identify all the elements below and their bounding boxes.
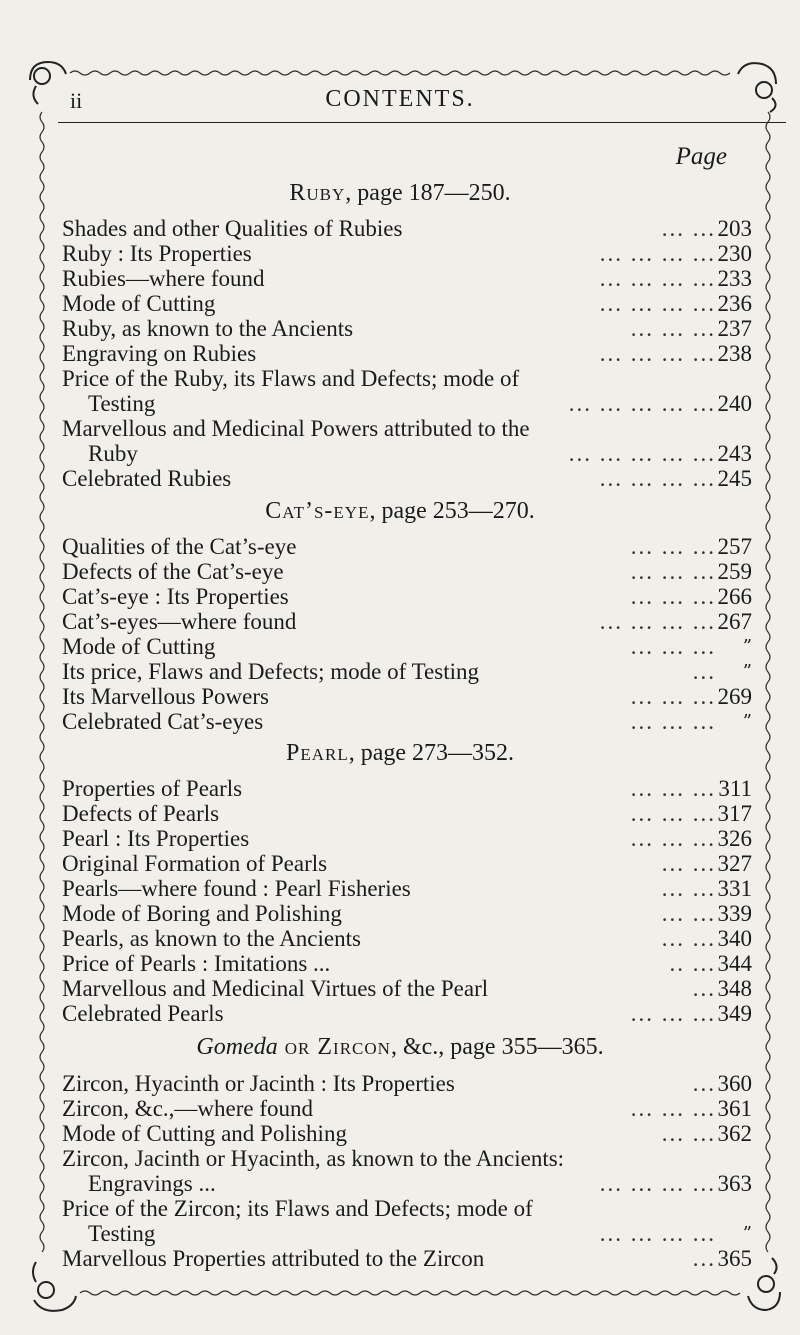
entry-page-number: 344 (717, 951, 752, 976)
entry-text: Marvellous and Medicinal Powers attributed to the (62, 416, 530, 441)
toc-entry (62, 776, 716, 801)
leader-dots: ... ... ... (630, 684, 716, 709)
leader-dots: ... ... ... ... (599, 266, 716, 291)
entry-page-number: 349 (717, 1001, 752, 1026)
entry-text: Marvellous and Medicinal Virtues of the Pearl (62, 976, 489, 1001)
toc-entry (62, 1096, 716, 1121)
entry-page-number: 243 (717, 441, 752, 466)
toc-entry-line1 (62, 366, 716, 391)
toc-entry (62, 901, 716, 926)
entry-text: Rubies—where found (62, 266, 265, 291)
toc-entry (62, 684, 716, 709)
leader-dots: ... ... ... ... (599, 609, 716, 634)
entry-text: Price of the Ruby, its Flaws and Defects; mode of (62, 366, 520, 391)
entry-text: Pearl : Its Properties (62, 826, 250, 851)
entry-text: Zircon, Jacinth or Hyacinth, as known to the Ancients: (62, 1146, 565, 1171)
leader-dots: ... ... ... (630, 1096, 716, 1121)
toc-entry (62, 266, 716, 291)
entry-page-number: 362 (717, 1121, 752, 1146)
leader-dots: ... ... ... (630, 634, 716, 659)
toc-entry (62, 241, 716, 266)
leader-dots: ... (692, 1071, 716, 1096)
entry-text: Properties of Pearls (62, 776, 243, 801)
leader-dots: ... ... (661, 876, 716, 901)
toc-entry-line2 (88, 441, 716, 466)
entry-page-number: 339 (717, 901, 752, 926)
leader-dots: ... ... ... ... (599, 291, 716, 316)
leader-dots: ... ... ... (630, 316, 716, 341)
entry-text: Ruby : Its Properties (62, 241, 252, 266)
entry-page-number: 238 (717, 341, 752, 366)
toc-entry (62, 316, 716, 341)
entry-text: Mode of Cutting (62, 634, 216, 659)
leader-dots: ... ... ... (630, 584, 716, 609)
entry-page-number: 203 (717, 216, 752, 241)
toc-entry (62, 341, 716, 366)
entry-page-number: 266 (717, 584, 752, 609)
header-rule (58, 122, 786, 123)
leader-dots: ... (692, 1246, 716, 1271)
entry-page-number: 365 (717, 1246, 752, 1271)
entry-page-number: 311 (718, 776, 752, 801)
entry-text: Its Marvellous Powers (62, 684, 269, 709)
entry-page-number: 360 (717, 1071, 752, 1096)
entry-text: Mode of Cutting (62, 291, 216, 316)
leader-dots: ... ... ... (630, 1001, 716, 1026)
toc-entry (62, 559, 716, 584)
entry-page-number: 269 (717, 684, 752, 709)
section-page-range: , page 187—250. (345, 180, 511, 206)
entry-text: Zircon, Hyacinth or Jacinth : Its Properties (62, 1071, 455, 1096)
entry-page-number: 233 (717, 266, 752, 291)
toc-entry (62, 1071, 716, 1096)
entry-text: Zircon, &c.,—where found (62, 1096, 314, 1121)
corner-ornament-bottom-right (748, 1258, 780, 1310)
entry-page-ditto: ” (742, 1223, 752, 1244)
leader-dots: ... ... (661, 1121, 716, 1146)
section-heading-ruby (0, 180, 800, 207)
entry-page-number: 326 (717, 826, 752, 851)
entry-text: Cat’s-eye : Its Properties (62, 584, 289, 609)
entry-text: Celebrated Pearls (62, 1001, 224, 1026)
toc-entry (62, 1121, 716, 1146)
toc-entry-line1 (62, 1146, 716, 1171)
leader-dots: ... ... (661, 851, 716, 876)
leader-dots: ... ... ... ... (599, 1171, 716, 1196)
leader-dots: ... ... ... ... (599, 466, 716, 491)
toc-entry (62, 851, 716, 876)
toc-entry (62, 709, 716, 734)
toc-entry-line2 (88, 1221, 716, 1246)
entry-text: Testing (88, 1221, 156, 1246)
entry-text: Shades and other Qualities of Rubies (62, 216, 403, 241)
entry-text: Pearls, as known to the Ancients (62, 926, 361, 951)
entry-page-number: 317 (717, 801, 752, 826)
section-title: Ruby (289, 180, 346, 206)
leader-dots: ... ... ... (630, 776, 716, 801)
toc-entry-line2 (88, 1171, 716, 1196)
section-title-connector: or (277, 1034, 318, 1060)
entry-page-number: 363 (717, 1171, 752, 1196)
leader-dots: ... ... (661, 926, 716, 951)
leader-dots: .. ... (669, 951, 716, 976)
entry-text: Defects of Pearls (62, 801, 220, 826)
entry-text: Defects of the Cat’s-eye (62, 559, 284, 584)
entry-page-number: 237 (717, 316, 752, 341)
section-page-range: , page 253—270. (369, 498, 535, 524)
leader-dots: ... (692, 976, 716, 1001)
leader-dots: ... ... ... ... (599, 1221, 716, 1246)
leader-dots: ... ... ... ... (599, 341, 716, 366)
toc-entry (62, 659, 716, 684)
leader-dots: ... ... ... ... ... (568, 391, 716, 416)
entry-page-ditto: ” (742, 636, 752, 657)
leader-dots: ... ... ... (630, 709, 716, 734)
leader-dots: ... ... (661, 901, 716, 926)
entry-text: Testing (88, 391, 156, 416)
entry-page-number: 348 (717, 976, 752, 1001)
toc-entry (62, 951, 716, 976)
leader-dots: ... ... ... (630, 826, 716, 851)
leader-dots: ... ... ... (630, 534, 716, 559)
section-title-alt: Zircon (317, 1034, 391, 1060)
leader-dots: ... ... (661, 216, 716, 241)
header-page-number: ii (70, 88, 83, 113)
toc-entry-line2 (88, 391, 716, 416)
entry-text: Cat’s-eyes—where found (62, 609, 297, 634)
entry-page-number: 230 (717, 241, 752, 266)
section-title: Gomeda (196, 1034, 278, 1060)
entry-text: Engraving on Rubies (62, 341, 257, 366)
header-title: CONTENTS. (325, 86, 475, 112)
section-title: Pearl (285, 740, 349, 766)
entry-text: Ruby (88, 441, 138, 466)
entry-text: Qualities of the Cat’s-eye (62, 534, 297, 559)
section-page-range: , &c., page 355—365. (390, 1034, 604, 1060)
entry-page-number: 340 (717, 926, 752, 951)
entry-text: Marvellous Properties attributed to the Zircon (62, 1246, 485, 1271)
entry-text: Celebrated Cat’s-eyes (62, 709, 264, 734)
entry-text: Original Formation of Pearls (62, 851, 328, 876)
entry-text: Price of Pearls : Imitations ... (62, 951, 331, 976)
section-heading-pearl (0, 740, 800, 767)
entry-page-number: 236 (717, 291, 752, 316)
entry-page-ditto: ” (742, 661, 752, 682)
entry-page-number: 257 (717, 534, 752, 559)
section-page-range: , page 273—352. (348, 740, 515, 766)
toc-entry (62, 926, 716, 951)
toc-entry (62, 826, 716, 851)
entry-page-ditto: ” (742, 711, 752, 732)
entry-page-number: 259 (717, 559, 752, 584)
toc-entry (62, 216, 716, 241)
entry-text: Mode of Boring and Polishing (62, 901, 342, 926)
entry-page-number: 361 (717, 1096, 752, 1121)
toc-entry (62, 876, 716, 901)
section-heading-zircon (0, 1034, 800, 1061)
toc-entry (62, 1246, 716, 1271)
entry-text: Pearls—where found : Pearl Fisheries (62, 876, 411, 901)
leader-dots: ... ... ... (630, 801, 716, 826)
leader-dots: ... ... ... (630, 559, 716, 584)
toc-entry (62, 584, 716, 609)
section-title: Cat’s-eye (265, 498, 370, 524)
entry-text: Its price, Flaws and Defects; mode of Testing (62, 659, 479, 684)
toc-entry (62, 976, 716, 1001)
entry-page-number: 267 (717, 609, 752, 634)
section-heading-cats-eye (0, 498, 800, 525)
page-column-label: Page (675, 143, 727, 170)
toc-entry (62, 466, 716, 491)
toc-entry (62, 1001, 716, 1026)
toc-entry (62, 534, 716, 559)
entry-page-number: 240 (717, 391, 752, 416)
leader-dots: ... ... ... ... (599, 241, 716, 266)
leader-dots: ... ... ... ... ... (568, 441, 716, 466)
entry-page-number: 331 (717, 876, 752, 901)
leader-dots: ... (692, 659, 716, 684)
entry-text: Ruby, as known to the Ancients (62, 316, 354, 341)
toc-entry (62, 634, 716, 659)
toc-entry-line1 (62, 1196, 716, 1221)
toc-entry (62, 801, 716, 826)
toc-entry-line1 (62, 416, 716, 441)
entry-text: Celebrated Rubies (62, 466, 232, 491)
entry-page-number: 245 (717, 466, 752, 491)
entry-text: Price of the Zircon; its Flaws and Defects; mode of (62, 1196, 533, 1221)
entry-text: Engravings ... (88, 1171, 216, 1196)
toc-entry (62, 291, 716, 316)
toc-entry (62, 609, 716, 634)
entry-page-number: 327 (717, 851, 752, 876)
entry-text: Mode of Cutting and Polishing (62, 1121, 347, 1146)
